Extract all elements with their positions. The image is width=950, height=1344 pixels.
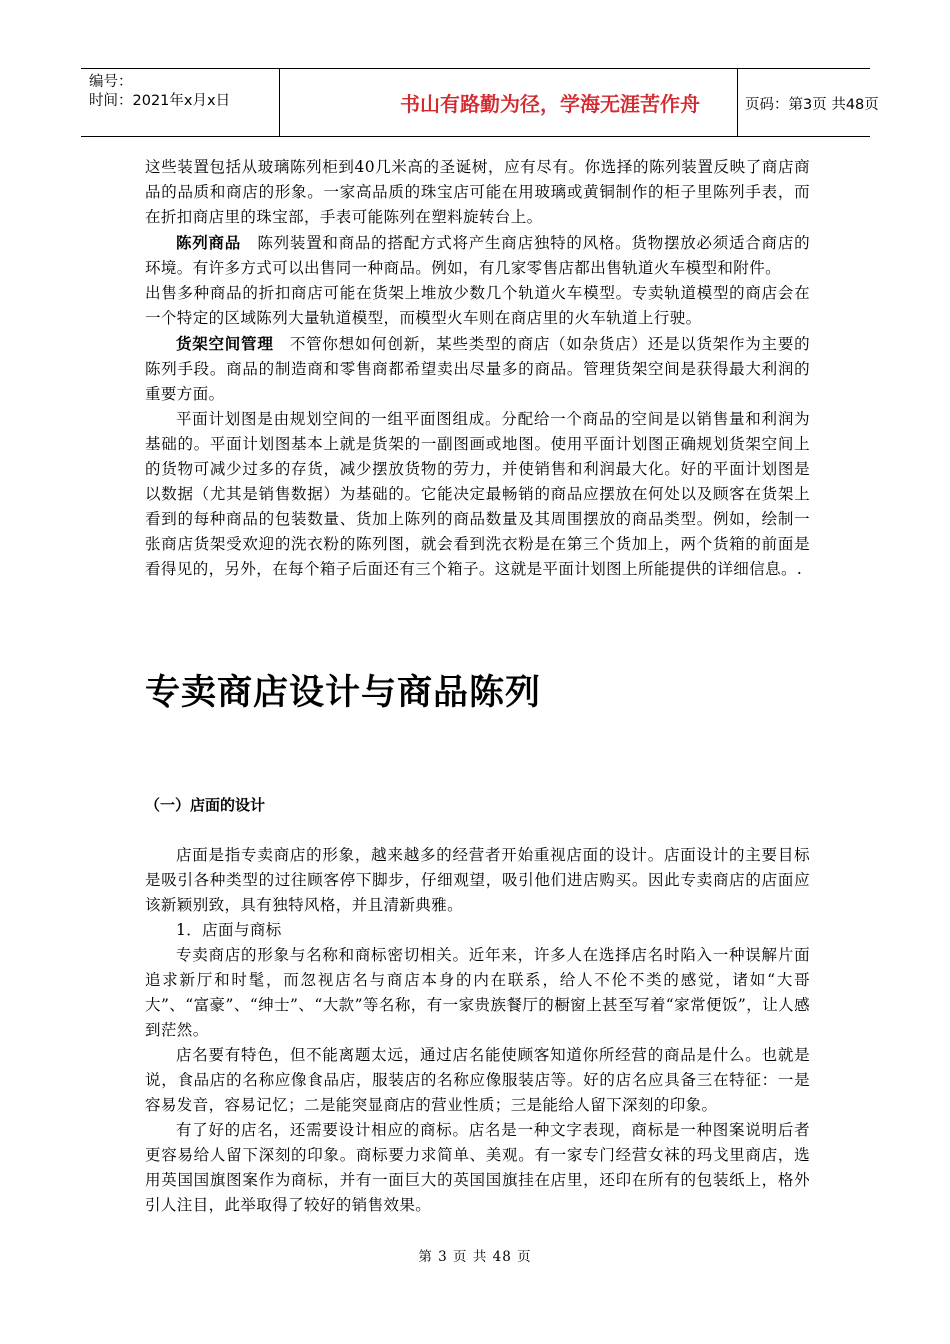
header-meta <box>89 73 279 111</box>
header-table <box>81 68 879 137</box>
paragraph <box>145 331 810 407</box>
run-in-heading: 陈列商品 <box>176 233 242 252</box>
header-page-info: 页码：第3页 共48页 <box>745 97 879 113</box>
section-heading: （一）店面的设计 <box>145 796 266 814</box>
page-title: 专卖商店设计与商品陈列 <box>145 673 542 713</box>
paragraph <box>145 230 810 281</box>
paragraph: 有了好的店名，还需要设计相应的商标。店名是一种文字表现，商标是一种图案说明后者更容易给人留下深刻的印象。商标要力求简单、美观。有一家专门经营女袜的玛戈里商店，选用英国国旗图案作为商标，并有一面巨大的英国国旗挂在店里，还印在所有的包装纸上，格外引人注目，此举取得了较好的销售效果。 <box>145 1121 810 1214</box>
body-section-2 <box>145 843 810 1218</box>
page-footer: 第 3 页 共 48 页 <box>418 1249 532 1265</box>
paragraph: 出售多种商品的折扣商店可能在货架上堆放少数几个轨道火车模型。专卖轨道模型的商店会在一个特定的区域陈列大量轨道模型，而模型火车则在商店里的火车轨道上行驶。 <box>145 284 810 327</box>
header-divider <box>737 69 738 136</box>
body-section-1 <box>145 155 810 582</box>
header-divider <box>279 69 280 136</box>
header-motto: 书山有路勤为径，学海无涯苦作舟 <box>400 91 700 116</box>
paragraph-text: 不管你想如何创新，某些类型的商店（如杂货店）还是以货架作为主要的陈列手段。商品的制造商和零售商都希望卖出尽量多的商品。管理货架空间是获得最大利润的重要方面。 <box>145 335 810 403</box>
paragraph: 平面计划图是由规划空间的一组平面图组成。分配给一个商品的空间是以销售量和利润为基础的。平面计划图基本上就是货架的一副图画或地图。使用平面计划图正确规划货架空间上的货物可减少过多的存货，减少摆放货物的劳力，并使销售和利润最大化。好的平面计划图是以数据（尤其是销售数据）为基础的。它能决定最畅销的商品应摆放在何处以及顾客在货架上看到的每种商品的包装数量、货加上陈列的商品数量及其周围摆放的商品类型。例如，绘制一张商店货架受欢迎的洗衣粉的陈列图，就会看到洗衣粉是在第三个货加上，两个货箱的前面是看得见的，另外，在每个箱子后面还有三个箱子。这就是平面计划图上所能提供的详细信息。. <box>145 410 810 578</box>
date-label: 时间：2021年x月x日 <box>89 93 231 109</box>
paragraph: 1．店面与商标 <box>176 921 282 939</box>
paragraph: 店名要有特色，但不能离题太远，通过店名能使顾客知道你所经营的商品是什么。也就是说，食品店的名称应像食品店，服装店的名称应像服装店等。好的店名应具备三在特征：一是容易发音，容易记忆；二是能突显商店的营业性质；三是能给人留下深刻的印象。 <box>145 1046 810 1114</box>
paragraph: 专卖商店的形象与名称和商标密切相关。近年来，许多人在选择店名时陷入一种误解片面追求新厅和时髦，而忽视店名与商店本身的内在联系，给人不伦不类的感觉，诸如“大哥大”、“富豪”、“绅士”、“大款”等名称，有一家贵族餐厅的橱窗上甚至写着“家常便饭”，让人感到茫然。 <box>145 946 810 1039</box>
paragraph-text: 陈列装置和商品的搭配方式将产生商店独特的风格。货物摆放必须适合商店的环境。有许多方式可以出售同一种商品。例如，有几家零售店都出售轨道火车模型和附件。 <box>145 234 810 277</box>
paragraph: 这些装置包括从玻璃陈列柜到40几米高的圣诞树，应有尽有。你选择的陈列装置反映了商店商品的品质和商店的形象。一家高品质的珠宝店可能在用玻璃或黄铜制作的柜子里陈列手表，而在折扣商店里的珠宝部，手表可能陈列在塑料旋转台上。 <box>145 158 810 226</box>
paragraph: 店面是指专卖商店的形象，越来越多的经营者开始重视店面的设计。店面设计的主要目标是吸引各种类型的过往顾客停下脚步，仔细观望，吸引他们进店购买。因此专卖商店的店面应该新颖别致，具有独特风格，并且清新典雅。 <box>145 846 810 914</box>
run-in-heading: 货架空间管理 <box>176 334 274 353</box>
code-label: 编号： <box>89 74 133 90</box>
